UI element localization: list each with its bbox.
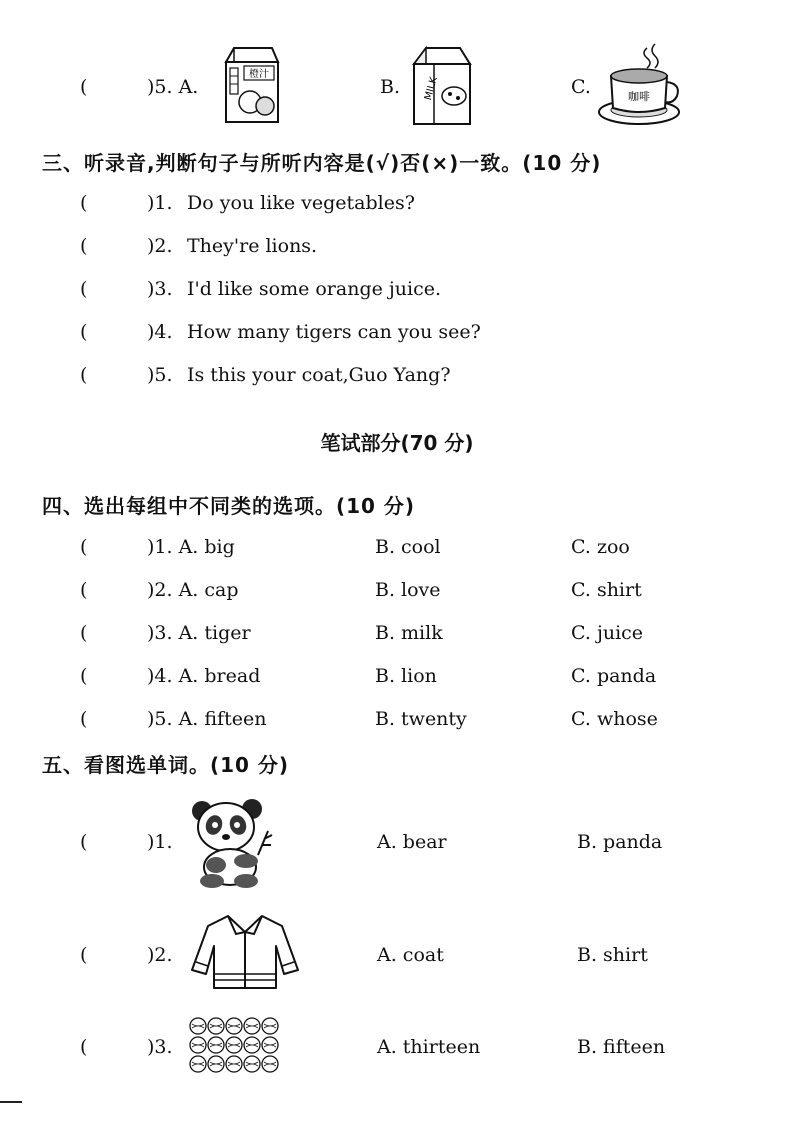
orange-juice-carton-icon [220, 44, 282, 126]
answer-paren-left[interactable]: ( [80, 278, 88, 300]
item-number: )4. [147, 321, 173, 343]
item-number: )3. [147, 278, 173, 300]
option-b-label: B. [380, 76, 401, 98]
coffee-cup-icon [595, 42, 687, 128]
fifteen-balls-icon [186, 1016, 290, 1076]
option-b: B. lion [375, 665, 437, 687]
option-a: )1. A. big [147, 536, 235, 558]
option-c: C. zoo [571, 536, 630, 558]
choice-item [0, 527, 794, 567]
listening-item [0, 312, 794, 352]
answer-paren-left[interactable]: ( [80, 622, 88, 644]
option-a: A. bear [377, 831, 447, 853]
section5-heading: 五、看图选单词。(10 分) [42, 753, 290, 777]
coat-icon [188, 912, 302, 992]
listening-item [0, 183, 794, 223]
section3-heading: 三、听录音,判断句子与所听内容是(√)否(×)一致。(10 分) [42, 151, 602, 175]
option-b: B. love [375, 579, 441, 601]
option-a: A. thirteen [377, 1036, 481, 1058]
item-sentence: They're lions. [187, 235, 318, 257]
item-number: )2. [147, 944, 173, 966]
option-b: B. panda [577, 831, 663, 853]
question-number: )5. A. [147, 76, 199, 98]
picture-item [0, 935, 794, 975]
item-number: )1. [147, 192, 173, 214]
item-number: )3. [147, 1036, 173, 1058]
answer-paren-left[interactable]: ( [80, 76, 88, 98]
item-sentence: How many tigers can you see? [187, 321, 481, 343]
answer-paren-left[interactable]: ( [80, 364, 88, 386]
choice-item [0, 656, 794, 696]
item-sentence: Do you like vegetables? [187, 192, 415, 214]
answer-paren-left[interactable]: ( [80, 1036, 88, 1058]
option-a: )5. A. fifteen [147, 708, 267, 730]
option-a: )3. A. tiger [147, 622, 251, 644]
milk-carton-text: MILK [423, 75, 440, 102]
page-edge-mark [0, 1101, 22, 1103]
answer-paren-left[interactable]: ( [80, 708, 88, 730]
option-b: B. twenty [375, 708, 467, 730]
item-number: )2. [147, 235, 173, 257]
option-a: )4. A. bread [147, 665, 261, 687]
option-c: C. shirt [571, 579, 642, 601]
milk-carton-icon [410, 44, 474, 128]
answer-paren-left[interactable]: ( [80, 536, 88, 558]
panda-icon [188, 795, 278, 890]
picture-item [0, 1027, 794, 1067]
option-c: C. whose [571, 708, 658, 730]
option-a: A. coat [377, 944, 444, 966]
item-sentence: I'd like some orange juice. [187, 278, 442, 300]
answer-paren-left[interactable]: ( [80, 579, 88, 601]
juice-carton-text: 橙汁 [249, 69, 269, 80]
option-b: B. shirt [577, 944, 648, 966]
choice-item [0, 570, 794, 610]
choice-item [0, 699, 794, 739]
picture-item [0, 822, 794, 862]
listening-item [0, 226, 794, 266]
option-c: C. juice [571, 622, 644, 644]
section4-heading: 四、选出每组中不同类的选项。(10 分) [42, 494, 416, 518]
answer-paren-left[interactable]: ( [80, 321, 88, 343]
option-b: B. fifteen [577, 1036, 666, 1058]
item-number: )1. [147, 831, 173, 853]
listening-item [0, 269, 794, 309]
written-part-title: 笔试部分(70 分) [320, 431, 474, 455]
answer-paren-left[interactable]: ( [80, 831, 88, 853]
option-c: C. panda [571, 665, 657, 687]
answer-paren-left[interactable]: ( [80, 944, 88, 966]
answer-paren-left[interactable]: ( [80, 235, 88, 257]
item-number: )5. [147, 364, 173, 386]
option-b: B. milk [375, 622, 443, 644]
item-sentence: Is this your coat,Guo Yang? [187, 364, 451, 386]
coffee-cup-text: 咖啡 [628, 90, 650, 103]
option-a: )2. A. cap [147, 579, 239, 601]
option-b: B. cool [375, 536, 441, 558]
listening-item [0, 355, 794, 395]
option-c-label: C. [571, 76, 591, 98]
choice-item [0, 613, 794, 653]
answer-paren-left[interactable]: ( [80, 192, 88, 214]
answer-paren-left[interactable]: ( [80, 665, 88, 687]
